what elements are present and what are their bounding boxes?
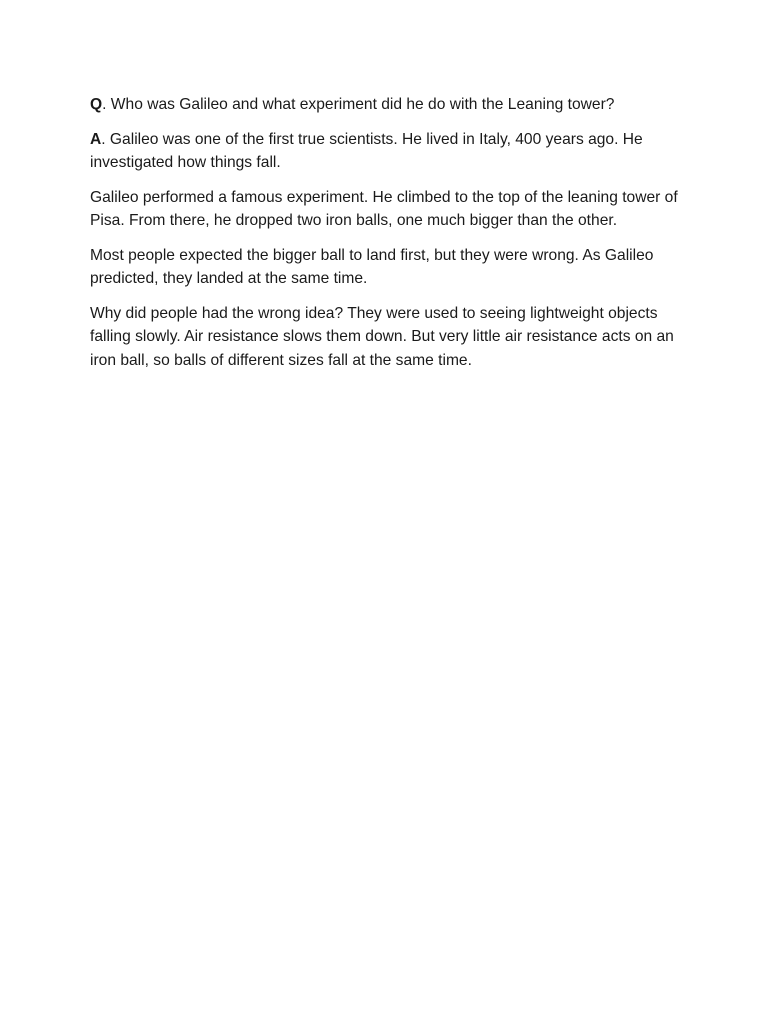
question-label: Q <box>90 96 103 113</box>
answer-paragraph <box>90 128 686 175</box>
question-paragraph <box>90 93 686 117</box>
body-paragraph-expectation: Most people expected the bigger ball to land first, but they were wrong. As Galileo predicted, they landed at the same time. <box>90 246 654 287</box>
body-paragraph-experiment: Galileo performed a famous experiment. He climbed to the top of the leaning tower of Pisa. From there, he dropped two iron balls, one much bigger than the other. <box>90 188 678 229</box>
answer-label: A <box>90 130 102 148</box>
answer-text: . Galileo was one of the first true scientists. He lived in Italy, 400 years ago. He investigated how things fall. <box>90 130 643 171</box>
document-page <box>90 93 686 383</box>
question-text: . Who was Galileo and what experiment did he do with the Leaning tower? <box>102 96 615 113</box>
body-paragraph-explanation: Why did people had the wrong idea? They were used to seeing lightweight objects falling slowly. Air resistance slows them down. But very little air resistance acts on an iron ball, so balls of different sizes fall at the same time. <box>90 304 674 369</box>
